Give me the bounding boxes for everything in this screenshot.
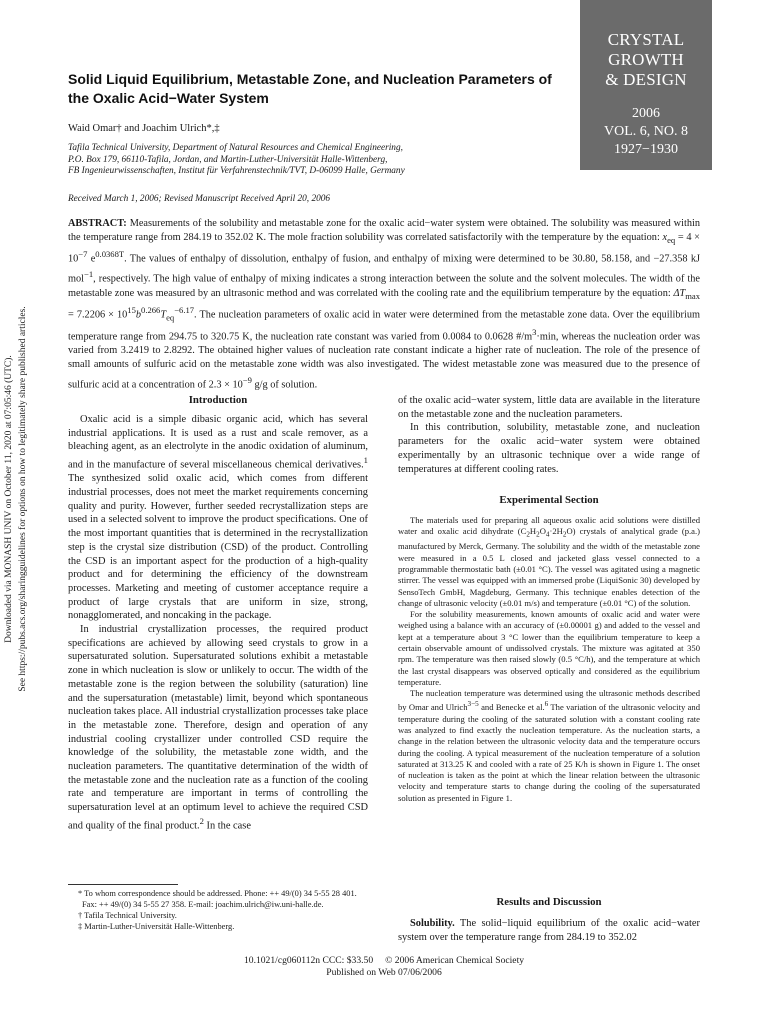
footnote-affiliation: ‡ Martin-Luther-Universität Halle-Wittenberg.: [78, 922, 235, 931]
intro-paragraph: [68, 623, 368, 833]
eq2-sub2: eq: [166, 312, 175, 323]
abstract-text: Measurements of the solubility and metastable zone for the oxalic acid−water system were obtained. The solubility was measured within the temperature range from 284.19 to 352.02 K. The mole fraction solubility was correlated satisfactorily with the temperature by the equation:: [68, 218, 700, 244]
experimental-paragraph: For the solubility measurements, known amounts of oxalic acid and water were weighed using a balance with an accuracy of (±0.00001 g) and added to the vessel and kept at a temperature about 3 °C lower than the equilibrium temperature to keep a certain observable amount of undissolved crystals. The mixture was agitated at 350 rpm. The temperature was then raised slowly (0.5 °C/h), and the temperature at which the last crystal disappears was observed optically and considered as the equilibrium temperature.: [398, 609, 700, 687]
eq1-exp1: −7: [78, 249, 88, 260]
experimental-paragraph: [398, 515, 700, 609]
results-text: The solid−liquid equilibrium of the oxalic acid−water system over the temperature range from 284.19 to 352.02: [398, 918, 700, 943]
affiliations: [68, 143, 588, 178]
eq2-b: b: [135, 309, 142, 321]
exp-text: The nucleation temperature was determined using the ultrasonic methods described by Omar and Ulrich: [398, 688, 700, 713]
formula-part: O: [539, 526, 546, 537]
journal-name-line1: CRYSTAL: [607, 30, 685, 49]
download-notice-line2: See https://pubs.acs.org/sharingguidelines for options on how to legitimately share published articles.: [18, 306, 28, 692]
affiliation-line: FB Ingenieurwissenschaften, Institut für Verfahrenstechnik/TVT, D-06099 Halle, Germany: [68, 166, 405, 176]
exp-text: The materials used for preparing all aqueous oxalic acid solutions were distilled water and oxalic acid dihydrate (C: [398, 515, 700, 537]
unit-exp: 3: [532, 326, 537, 337]
formula-part: H: [529, 526, 537, 537]
experimental-section: [398, 515, 700, 804]
results-heading: Results and Discussion: [496, 896, 602, 908]
eq1-e: e: [87, 253, 96, 265]
results-section: [398, 917, 700, 944]
abstract-text: , respectively. The high value of enthalpy of mixing indicates a strong interaction between the solute and the solvent molecules. The width of the metastable zone was measured by an ultrasonic method and was correlated with the cooling rate and the equilibrium temperature by the equation:: [68, 273, 700, 299]
footnote-divider: [68, 884, 178, 885]
exp-text: The variation of the ultrasonic velocity and temperature during the cooling of the saturated solution with a constant cooling rate was analyzed to find exactly the nucleation temperature. As the nucleation starts, a change in the relation between the ultrasonic velocity data and the temperature occurs during the cooling. A typical measurement of the nucleation temperature of a solution saturated at 313.25 K and cooled with a rate of 25 K/h is shown in Figure 1. The onset of nucleation is taken as the point at which the linear relation between the ultrasonic velocity and temperature starts to change during the cooling of the supersaturated solution as presented in Figure 1.: [398, 702, 700, 803]
publication-info: [0, 955, 768, 978]
intro-text: The synthesized solid oxalic acid, which comes from different industrial processes, does not meet the market requirements concerning quality and purity. However, further seeded recrystallization steps are used in a selected solvent to improve the product specifications. One of the most important quantities that is determined in the recrystallization step is the crystal size distribution (CSD) of the product. Controlling the CSD is an important aspect for the production of a high-quality product and for determining the efficiency of the downstream processes. Marketing and meeting of customer acceptance require a product of large crystals that are uniform in size, strong, nonagglomerated, and noncaking in the package.: [68, 473, 368, 622]
subsection-lead: Solubility.: [410, 918, 455, 929]
article-title: Solid Liquid Equilibrium, Metastable Zone, and Nucleation Parameters of the Oxalic Acid−Water System: [68, 71, 552, 106]
received-dates: Received March 1, 2006; Revised Manuscript Received April 20, 2006: [68, 194, 331, 204]
formula-sub: 2: [562, 531, 567, 540]
eq2-t: T: [160, 309, 167, 321]
unit-exp: −1: [84, 269, 94, 280]
journal-name-line2: GROWTH: [608, 50, 684, 69]
eq2-mid: = 7.2206 × 10: [68, 309, 128, 321]
eq1-exp2: 0.0368T: [95, 249, 125, 260]
abstract: [68, 217, 700, 392]
abstract-label: ABSTRACT:: [68, 218, 127, 229]
journal-banner: [580, 0, 712, 170]
download-notice: [2, 302, 32, 696]
article-authors: Waid Omar† and Joachim Ulrich*,‡: [68, 123, 220, 134]
formula-sub: 4: [545, 531, 550, 540]
download-notice-line1: Downloaded via MONASH UNIV on October 11, 2020 at 07:05:46 (UTC).: [4, 355, 14, 643]
eq2-sub: max: [685, 290, 701, 301]
footnote-correspondence: * To whom correspondence should be addressed. Phone: ++ 49/(0) 34 5-55 28 401. Fax: ++ 49/(0) 34 5-55 27 358. E-mail: joachim.ulrich@iw.uni-halle.de.: [78, 889, 357, 909]
intro-paragraph: [68, 413, 368, 623]
formula-sub: 2: [536, 531, 540, 540]
abstract-text: . The nucleation parameters of oxalic acid in water were determined from the metastable zone data. Over the equilibrium temperature range from 294.75 to 320.75 K, the nucleation rate constant was varied from 0.0084 to 0.0628 #/m: [68, 309, 700, 343]
formula-part: ·2H: [549, 526, 563, 537]
footnote-affiliation: † Tafila Technical University.: [78, 911, 177, 920]
left-column: [68, 413, 368, 833]
affiliation-line: Tafila Technical University, Department of Natural Resources and Chemical Engineering,: [68, 143, 403, 153]
journal-name-line3: & DESIGN: [605, 70, 687, 89]
exp-text: crystals of analytical grade (p.a.) manufactured by Merck, Germany. The solubility and the width of the metastable zone were measured in a 0.5 L closed and jacketed glass vessel connected to a programmable thermostatic bath (±0.01 °C). The vessel was agitated using a magnetic stirrer. The vessel was equipped with an immersed probe (LiquiSonic 30) developed by SensoTech GmbH, Magdeburg, Germany. This technique enables detection of the change of ultrasonic velocity (±0.01 m/s) and temperature (±0.01 °C) of the solution.: [398, 526, 700, 608]
citation: 2: [199, 815, 204, 826]
intro-text: In the case: [203, 820, 251, 832]
formula-sub: 2: [526, 531, 530, 540]
experimental-paragraph: [398, 688, 700, 804]
doi-copyright: 10.1021/cg060112n CCC: $33.50 © 2006 American Chemical Society: [243, 955, 525, 966]
intro-paragraph: of the oxalic acid−water system, little data are available in the literature on the metastable zone and the nucleation parameters.: [398, 395, 700, 420]
formula-part: O): [566, 526, 576, 537]
eq2-exp1: 15: [127, 304, 136, 315]
eq2-dt: ΔT: [673, 287, 686, 299]
intro-paragraph: In this contribution, solubility, metastable zone, and nucleation parameters for the oxalic acid−water system were obtained experimentally by an ultrasonic technique over a wide range of temperatures at different cooling rates.: [398, 422, 700, 475]
abstract-text: g/g of solution.: [251, 379, 318, 391]
citation: 3−5: [467, 700, 479, 709]
abstract-text: ·min, whereas the nucleation order was varied from 3.2419 to 2.8292. The obtained higher values of nucleation rate constant indicate a higher rate of nucleation. The role of the presence of small amounts of sulfuric acid on the metastable zone width was also investigated. The widest metastable zone was measured due to the presence of sulfuric acid at a concentration of 2.3 × 10: [68, 331, 700, 391]
experimental-heading: Experimental Section: [499, 494, 599, 506]
journal-year: 2006: [632, 106, 660, 121]
conc-exp: −9: [242, 374, 252, 385]
intro-text: In industrial crystallization processes, the required product specifications are achieved by allowing seed crystals to grow in a supersaturated solution. Supersaturated solutions exhibit a metastable zone in which nucleation is slow or unlikely to occur. The width of the metastable zone is the region between the solubility (saturation) line and the supersaturation (metastable) limit, beyond which spontaneous nucleation takes place. All industrial crystallization processes take place in the metastable zone. Therefore, design and operation of any industrial cooling crystallizer under controlled CSD require the knowledge of the solubility, the metastable zone width, and the nucleation parameters. The quantitative determination of the width of the metastable zone and the nucleation rate as a function of the cooling rate and temperature are important in terms of controlling the supersaturation level at an optimum level to achieve the required CSD and quality of the final product.: [68, 624, 368, 832]
journal-pages: 1927−1930: [614, 142, 678, 157]
affiliation-line: P.O. Box 179, 66110-Tafila, Jordan, and Martin-Luther-Universität Halle-Wittenberg,: [68, 154, 388, 165]
publication-date: Published on Web 07/06/2006: [326, 966, 442, 978]
citation: 6: [544, 700, 549, 709]
eq1-sub: eq: [667, 235, 676, 246]
exp-text: and Benecke et al.: [478, 702, 545, 713]
citation: 1: [363, 455, 368, 466]
right-column-intro: [398, 394, 700, 476]
eq1-rhs: = 4 × 10: [68, 232, 700, 265]
eq1-x: x: [662, 232, 668, 244]
introduction-heading: Introduction: [188, 394, 248, 406]
intro-text: Oxalic acid is a simple dibasic organic acid, which has several industrial applications. It is used as a rust and scale remover, as a bleaching agent, as an electrolyte in the anodic oxidation of aluminum, and in the manufacture of several miscellaneous chemical derivatives.: [68, 414, 368, 471]
journal-volume: VOL. 6, NO. 8: [604, 124, 688, 139]
results-paragraph: [398, 917, 700, 944]
footnotes: [68, 888, 368, 932]
abstract-text: . The values of enthalpy of dissolution, enthalpy of fusion, and enthalpy of mixing were determined to be 30.80, 58.158, and −27.358 kJ mol: [68, 253, 700, 285]
eq2-exp3: −6.17: [174, 304, 195, 315]
eq2-exp2: 0.266: [141, 304, 161, 315]
